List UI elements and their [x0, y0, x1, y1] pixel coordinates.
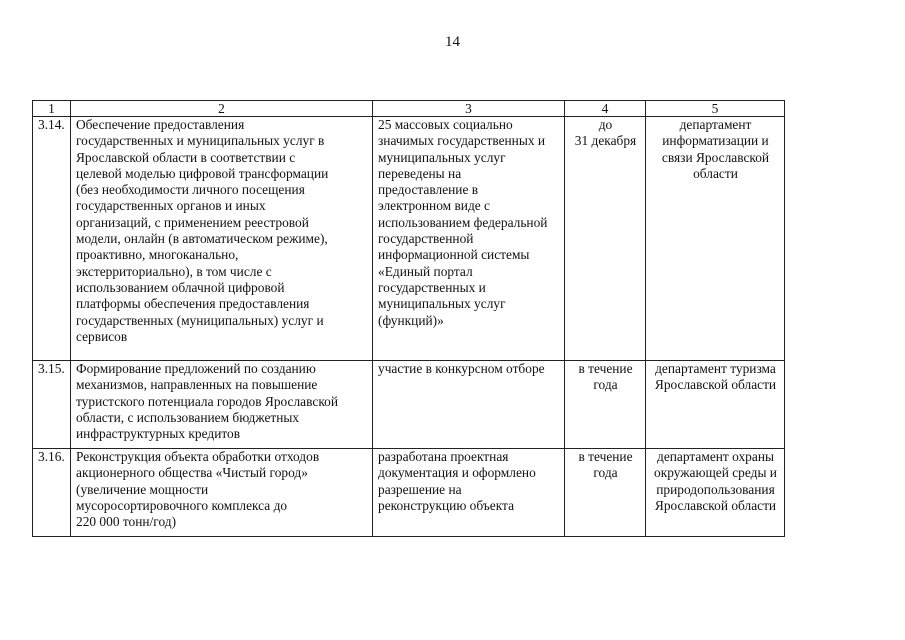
responsible-cell	[646, 449, 785, 537]
measure-cell	[71, 449, 373, 537]
text-line: департамент туризма	[655, 361, 776, 376]
text-line: государственных и	[378, 279, 486, 295]
header-cell-1: 1	[33, 101, 71, 117]
text-line: муниципальных услуг	[378, 149, 506, 165]
measures-table	[32, 100, 785, 537]
result-cell	[373, 361, 565, 449]
text-line: 220 000 тонн/год)	[76, 514, 177, 530]
row-number: 3.15.	[33, 361, 71, 449]
page-number: 14	[445, 34, 460, 50]
text-line: департамент охраны	[657, 449, 774, 464]
text-line: использованием федеральной	[378, 214, 548, 230]
text-line: муниципальных услуг	[378, 296, 506, 312]
text-line: Реконструкция объекта обработки отходов	[76, 449, 320, 464]
text-line: департамент	[679, 117, 752, 132]
text-line: Ярославской области в соответствии с	[76, 149, 296, 165]
text-line: использованием облачной цифровой	[76, 279, 285, 295]
header-cell-5: 5	[646, 101, 785, 117]
text-line: связи Ярославской	[661, 149, 770, 165]
header-cell-3: 3	[373, 101, 565, 117]
text-line: значимых государственных и	[378, 133, 546, 149]
text-line: участие в конкурсном отборе	[378, 361, 545, 376]
text-line: (без необходимости личного посещения	[76, 182, 305, 198]
deadline-cell	[565, 449, 646, 537]
text-line: информационной системы	[378, 247, 530, 263]
result-cell	[373, 117, 565, 361]
text-line: разработана проектная	[378, 449, 509, 464]
text-line: инфраструктурных кредитов	[76, 426, 241, 442]
text-line: (функций)»	[378, 312, 444, 328]
table-row	[33, 117, 785, 361]
text-line: Формирование предложений по созданию	[76, 361, 316, 376]
text-line: года	[593, 377, 618, 393]
text-line: электронном виде с	[378, 198, 490, 214]
text-line: окружающей среды и	[654, 465, 777, 481]
result-cell	[373, 449, 565, 537]
responsible-cell	[646, 361, 785, 449]
text-line: организаций, с применением реестровой	[76, 214, 309, 230]
text-line: года	[593, 465, 618, 481]
text-line: переведены на	[378, 165, 462, 181]
table-header-row	[33, 101, 785, 117]
text-line: целевой моделью цифровой трансформации	[76, 165, 329, 181]
text-line: мусоросортировочного комплекса до	[76, 497, 288, 513]
text-line: 25 массовых социально	[378, 117, 513, 132]
measure-cell	[71, 117, 373, 361]
text-line: до	[598, 117, 613, 132]
responsible-cell	[646, 117, 785, 361]
row-number: 3.14.	[33, 117, 71, 361]
table-row	[33, 361, 785, 449]
text-line: в течение	[578, 361, 633, 376]
text-line: механизмов, направленных на повышение	[76, 377, 318, 393]
header-cell-4: 4	[565, 101, 646, 117]
text-line: 31 декабря	[574, 133, 637, 149]
text-line: (увеличение мощности	[76, 481, 209, 497]
text-line: документация и оформлено	[378, 465, 536, 481]
text-line: сервисов	[76, 328, 128, 344]
text-line: области, с использованием бюджетных	[76, 409, 300, 425]
text-line: модели, онлайн (в автоматическом режиме),	[76, 231, 328, 247]
text-line: государственной	[378, 231, 474, 247]
deadline-cell	[565, 361, 646, 449]
text-line: государственных органов и иных	[76, 198, 266, 214]
row-number: 3.16.	[33, 449, 71, 537]
text-line: туристского потенциала городов Ярославской	[76, 393, 339, 409]
deadline-cell	[565, 117, 646, 361]
text-line: экстерриториально), в том числе с	[76, 263, 272, 279]
text-line: в течение	[578, 449, 633, 464]
text-line: разрешение на	[378, 481, 462, 497]
header-cell-2: 2	[71, 101, 373, 117]
text-line: предоставление в	[378, 182, 479, 198]
text-line: проактивно, многоканально,	[76, 247, 239, 263]
text-line: государственных (муниципальных) услуг и	[76, 312, 324, 328]
text-line: платформы обеспечения предоставления	[76, 296, 310, 312]
text-line: Обеспечение предоставления	[76, 117, 245, 132]
table-row	[33, 449, 785, 537]
text-line: Ярославской области	[654, 497, 777, 513]
text-line: «Единый портал	[378, 263, 473, 279]
text-line: Ярославской области	[654, 377, 777, 393]
text-line: акционерного общества «Чистый город»	[76, 465, 308, 481]
text-line: государственных и муниципальных услуг в	[76, 133, 325, 149]
text-line: области	[693, 165, 738, 181]
text-line: реконструкцию объекта	[378, 497, 515, 513]
text-line: природопользования	[656, 481, 775, 497]
measure-cell	[71, 361, 373, 449]
text-line: информатизации и	[662, 133, 769, 149]
